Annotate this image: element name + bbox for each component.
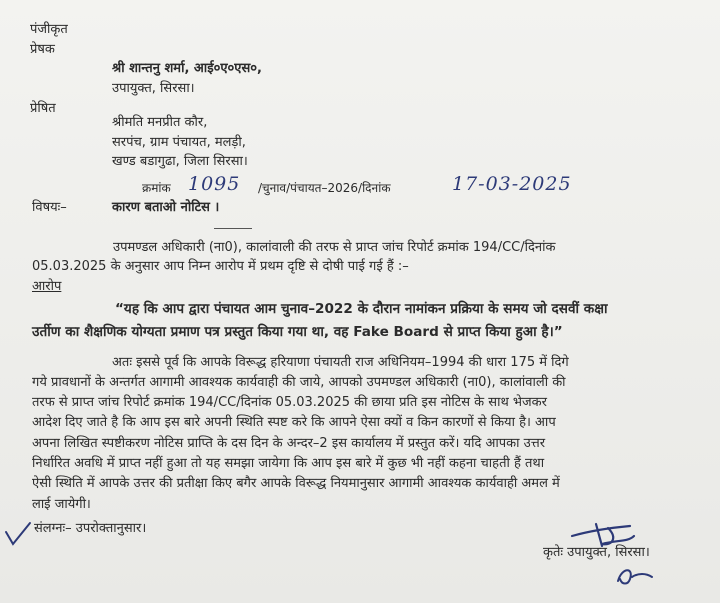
paragraph-line: ऐसी स्थिति में आपके उत्तर की प्रतीक्षा किए बगैर आपके विरूद्ध नियमानुसार आगामी आवश्यक कार्यवाही अमल में <box>32 476 560 491</box>
sender-label: प्रेषक <box>30 42 55 57</box>
paragraph-line: आदेश दिए जाते है कि आप इस बारे अपनी स्थिति स्पष्ट करे कि आपने ऐसा क्यों व किन कारणों से किया है। आप <box>32 415 556 430</box>
signatory-line: कृतेः उपायुक्त, सिरसा। <box>543 545 650 560</box>
subject-label: विषयः– <box>32 200 67 215</box>
paragraph-line: निर्धारित अवधि में प्राप्त नहीं हुआ तो यह समझा जायेगा कि आप इस बारे में कुछ भी नहीं कहना चाहती हैं तथा <box>32 456 545 471</box>
sender-designation: उपायुक्त, सिरसा। <box>112 81 195 96</box>
paragraph-line: अपना लिखित स्पष्टीकरण नोटिस प्राप्ति के दस दिन के अन्दर–2 इस कार्यालय में प्रस्तुत करें। यदि आपका उत्तर <box>32 436 546 451</box>
charge-quote-line-2: उर्तीण का शैक्षणिक योग्यता प्रमाण पत्र प्रस्तुत किया गया था, वह Fake Board से प्राप्त किया हुआ है।” <box>32 324 563 340</box>
paragraph-line: लाई जायेगी। <box>32 497 91 512</box>
recipient-line2: सरपंच, ग्राम पंचायत, मलड़ी, <box>112 135 246 150</box>
enclosure-line: संलग्नः– उपरोक्तानुसार। <box>34 521 147 536</box>
reference-date-handwritten: 17-03-2025 <box>452 173 572 195</box>
paragraph-line: गये प्रावधानों के अन्तर्गत आगामी आवश्यक कार्यवाही की जाये, आपको उपमण्डल अधिकारी (ना0), कालांवाली की <box>32 375 566 390</box>
charge-quote-line-1: “यह कि आप द्वारा पंचायत आम चुनाव–2022 के दौरान नामांकन प्रक्रिया के समय जो दसवीं कक्षा <box>115 301 608 317</box>
subject-text: कारण बताओ नोटिस । <box>112 200 220 215</box>
subject-divider <box>214 228 252 229</box>
recipient-label: प्रेषित <box>30 101 56 116</box>
recipient-name: श्रीमति मनप्रीत कौर, <box>112 115 208 130</box>
reference-number-handwritten: 1095 <box>188 173 241 195</box>
reference-middle: /चुनाव/पंचायत–2026/दिनांक <box>258 181 391 195</box>
paragraph-line: तरफ से प्राप्त जांच रिपोर्ट क्रमांक 194/CC/दिनांक 05.03.2025 की छाया प्रति इस नोटिस के साथ भेजकर <box>32 395 547 410</box>
tick-mark-icon <box>2 520 34 550</box>
reference-kramank-label: क्रमांक <box>142 181 171 195</box>
paragraph-line: अतः इससे पूर्व कि आपके विरूद्ध हरियाणा पंचायती राज अधिनियम–1994 की धारा 175 में दिगे <box>112 355 569 370</box>
charge-heading: आरोप <box>32 279 62 294</box>
initials-icon <box>612 563 656 589</box>
intro-line-1: उपमण्डल अधिकारी (ना0), कालांवाली की तरफ से प्राप्त जांच रिपोर्ट क्रमांक 194/CC/दिनांक <box>113 240 556 255</box>
recipient-line3: खण्ड बडागुढा, जिला सिरसा। <box>112 154 248 169</box>
intro-line-2: 05.03.2025 के अनुसार आप निम्न आरोप में प्रथम दृष्टि से दोषी पाई गई हैं :– <box>32 259 409 274</box>
registered-label: पंजीकृत <box>30 22 68 37</box>
sender-name: श्री शान्तनु शर्मा, आई०ए०एस०, <box>112 61 262 76</box>
